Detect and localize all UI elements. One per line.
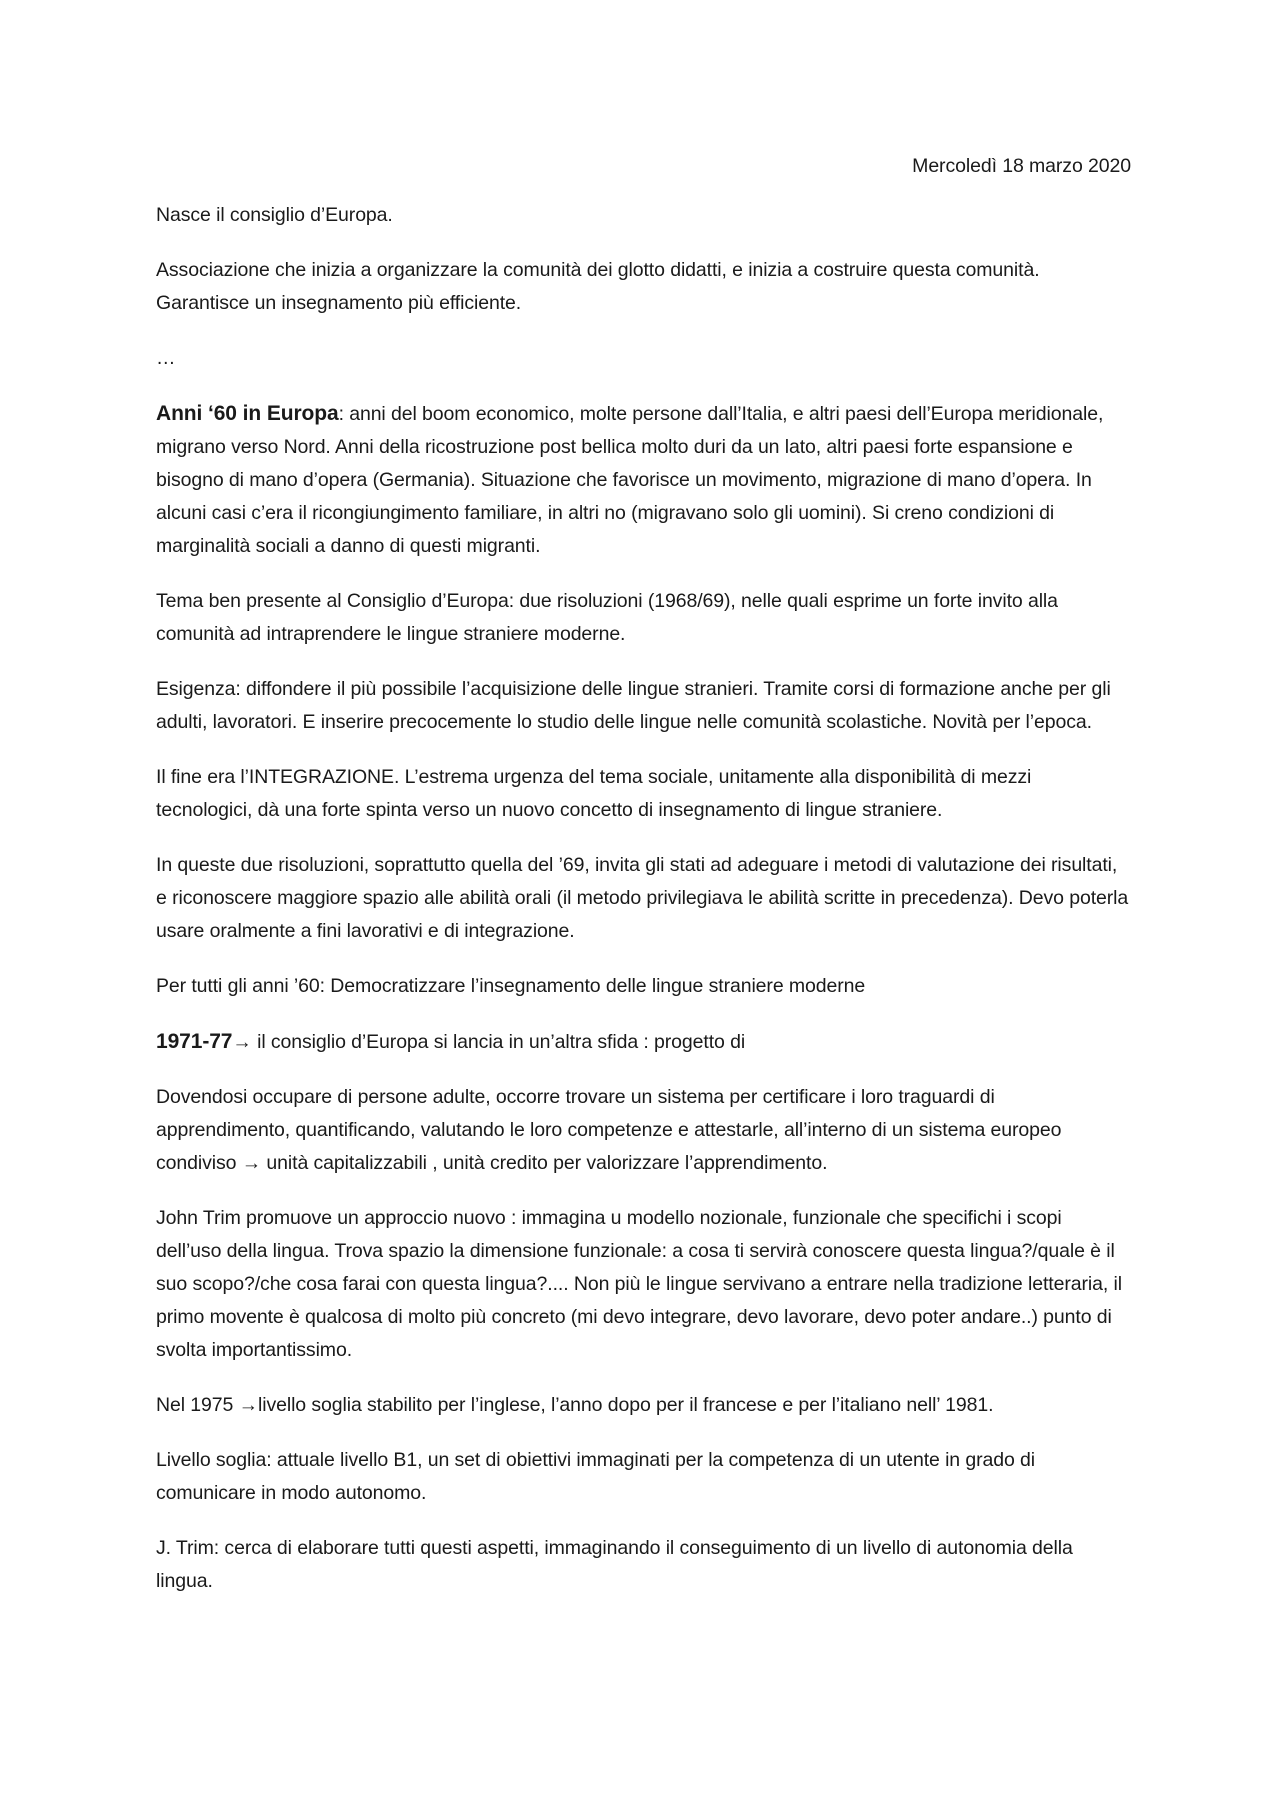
paragraph-1: Nasce il consiglio d’Europa. [156, 204, 393, 226]
paragraph-14: Livello soglia: attuale livello B1, un set di obiettivi immaginati per la competenza di un utente in grado di comunicare in modo autonomo. [156, 1449, 1036, 1504]
paragraph-10-text: → il consiglio d’Europa si lancia in un’altra sfida : progetto di [232, 1031, 746, 1053]
document-date: Mercoledì 18 marzo 2020 [912, 155, 1131, 177]
paragraph-10 [156, 1025, 1131, 1059]
section-heading-anni-60: Anni ‘60 in Europa [156, 402, 339, 425]
paragraph-2: Associazione che inizia a organizzare la comunità dei glotto didatti, e inizia a costruire questa comunità. Garantisce un insegnamento più efficiente. [156, 259, 1040, 314]
paragraph-9: Per tutti gli anni ’60: Democratizzare l’insegnamento delle lingue straniere moderne [156, 975, 866, 997]
paragraph-6: Esigenza: diffondere il più possibile l’acquisizione delle lingue stranieri. Tramite corsi di formazione anche per gli adulti, lavoratori. E inserire precocemente lo studio delle lingue nelle comunità scolastiche. Novità per l’epoca. [156, 678, 1111, 733]
paragraph-5: Tema ben presente al Consiglio d’Europa: due risoluzioni (1968/69), nelle quali esprime un forte invito alla comunità ad intraprendere le lingue straniere moderne. [156, 590, 1058, 645]
paragraph-4 [156, 397, 1131, 563]
section-heading-1971-77: 1971-77 [156, 1030, 233, 1053]
paragraph-13: Nel 1975 →livello soglia stabilito per l’inglese, l’anno dopo per il francese e per l’italiano nell’ 1981. [156, 1394, 994, 1416]
paragraph-15: J. Trim: cerca di elaborare tutti questi aspetti, immaginando il conseguimento di un livello di autonomia della lingua. [156, 1537, 1073, 1592]
paragraph-3: … [156, 347, 176, 369]
paragraph-7: Il fine era l’INTEGRAZIONE. L’estrema urgenza del tema sociale, unitamente alla disponibilità di mezzi tecnologici, dà una forte spinta verso un nuovo concetto di insegnamento di lingue straniere. [156, 766, 1032, 821]
paragraph-12: John Trim promuove un approccio nuovo : immagina u modello nozionale, funzionale che specifichi i scopi dell’uso della lingua. Trova spazio la dimensione funzionale: a cosa ti servirà conoscere questa lingua?/quale è il suo scopo?/che cosa farai con questa lingua?.... Non più le lingue servivano a entrare nella tradizione letteraria, il primo movente è qualcosa di molto più concreto (mi devo integrare, devo lavorare, devo poter andare..) punto di svolta importantissimo. [156, 1207, 1122, 1361]
paragraph-8: In queste due risoluzioni, soprattutto quella del ’69, invita gli stati ad adeguare i metodi di valutazione dei risultati, e riconoscere maggiore spazio alle abilità orali (il metodo privilegiava le abilità scritte in precedenza). Devo poterla usare oralmente a fini lavorativi e di integrazione. [156, 854, 1129, 942]
paragraph-11: Dovendosi occupare di persone adulte, occorre trovare un sistema per certificare i loro traguardi di apprendimento, quantificando, valutando le loro competenze e attestarle, all’interno di un sistema europeo condiviso → unità capitalizzabili , unità credito per valorizzare l’apprendimento. [156, 1086, 1062, 1174]
paragraph-4-text: : anni del boom economico, molte persone dall’Italia, e altri paesi dell’Europa meridionale, migrano verso Nord. Anni della ricostruzione post bellica molto duri da un lato, altri paesi forte espansione e bisogno di mano d’opera (Germania). Situazione che favorisce un movimento, migrazione di mano d’opera. In alcuni casi c’era il ricongiungimento familiare, in altri no (migravano solo gli uomini). Si creno condizioni di marginalità sociali a danno di questi migranti. [156, 403, 1104, 557]
document-body [156, 150, 1131, 1620]
